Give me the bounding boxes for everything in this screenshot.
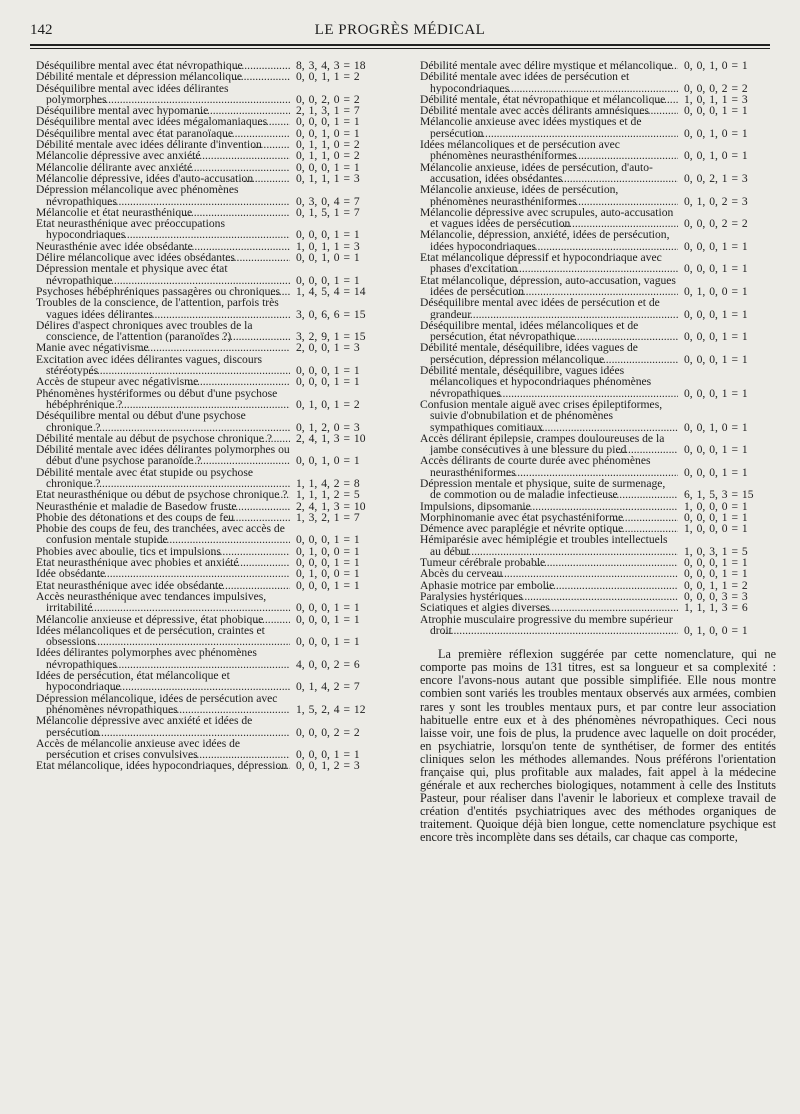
entry-label: Débilité mentale, déséquilibre, idées vagues de persécution, dépression mélancolique ..... — [420, 342, 678, 365]
table-row — [36, 647, 396, 670]
entry-label: Tumeur cérébrale probable ..... — [420, 557, 678, 568]
table-row — [36, 252, 396, 263]
table-row — [420, 365, 776, 399]
table-row — [36, 410, 396, 433]
entry-counts: 1, 0, 1, 1 = 3 — [684, 92, 748, 106]
entry-counts: 0, 0, 0, 1 = 1 — [296, 364, 360, 378]
table-row — [36, 489, 396, 500]
table-row — [420, 568, 776, 579]
left-column — [36, 60, 396, 772]
entry-label: Mélancolie dépressive, idées d'auto-accusation ..... — [36, 173, 290, 184]
entry-label: Mélancolie délirante avec anxiété ..... — [36, 162, 290, 173]
entry-label: Hémiparésie avec hémiplégie et troubles intellectuels au début ..... — [420, 534, 678, 557]
entry-label: Mélancolie anxieuse, idées de persécution, phénomènes neurasthéniformes ..... — [420, 184, 678, 207]
entry-counts: 0, 0, 1, 0 = 1 — [296, 454, 360, 468]
entry-counts: 0, 1, 5, 1 = 7 — [296, 205, 360, 219]
table-row — [420, 523, 776, 534]
entry-counts: 0, 1, 1, 0 = 2 — [296, 138, 360, 152]
table-row — [36, 150, 396, 161]
entry-counts: 0, 0, 0, 1 = 1 — [296, 273, 360, 287]
table-row — [36, 297, 396, 320]
table-row — [36, 512, 396, 523]
table-row — [420, 614, 776, 637]
table-row — [420, 602, 776, 613]
table-row — [420, 478, 776, 501]
entry-label: Mélancolie dépressive avec anxiété et idées de persécution ..... — [36, 715, 290, 738]
table-row — [36, 376, 396, 387]
entry-counts: 1, 1, 1, 3 = 6 — [684, 601, 748, 615]
table-row — [36, 354, 396, 377]
entry-counts: 0, 1, 1, 0 = 2 — [296, 149, 360, 163]
table-row — [420, 320, 776, 343]
entry-counts: 0, 0, 0, 1 = 1 — [296, 228, 360, 242]
body-paragraph: La première réflexion suggérée par cette nomenclature, qui ne comporte pas moins de 131 titres, est sa longueur et sa complexité : encore l'avons-nous autant que possible simplifiée. Elle nous montre combien sont variés les troubles mentaux observés aux armées, combien rares y sont les troubles mentaux purs, et par contre leur association habituelle entre eux et à des phénomènes névropathiques. Ceci nous laisse voir, une fois de plus, la prudence avec laquelle on doit procéder, en psychiatrie, lorsqu'on tente de synthétiser, de former des entités cliniques selon les méthodes allemandes. Nous préférons l'orientation française qui, plus profitable aux malades, fait appel à la médecine générale et aux recherches biologiques, notamment à celle des Instituts Pasteur, pour réaliser dans l'avenir le laborieux et complexe travail de création d'entités psychiatriques avec des méthodes organiques de traitement. Quoique déjà bien longue, cette nomenclature psychique est encore très incomplète dans ses détails, car chaque cas comporte, — [420, 647, 776, 845]
entry-counts: 0, 0, 0, 1 = 1 — [684, 330, 748, 344]
entry-counts: 1, 0, 0, 0 = 1 — [684, 522, 748, 536]
entry-label: Mélancolie anxieuse et dépressive, état phobique ..... — [36, 614, 290, 625]
entry-counts: 0, 0, 1, 0 = 1 — [296, 126, 360, 140]
entry-counts: 0, 0, 1, 0 = 1 — [684, 126, 748, 140]
entry-counts: 8, 3, 4, 3 = 18 — [296, 59, 366, 72]
entry-counts: 0, 0, 0, 1 = 1 — [296, 375, 360, 389]
table-row — [420, 60, 776, 71]
table-row — [36, 83, 396, 106]
entry-label: Dépression mentale et physique, suite de surmenage, de commotion ou de maladie infectieuse ..... — [420, 478, 678, 501]
table-row — [36, 320, 396, 343]
entry-counts: 0, 0, 0, 1 = 1 — [684, 386, 748, 400]
entry-label: Dépression mélancolique, idées de persécution avec phénomènes névropathiques ..... — [36, 693, 290, 716]
table-row — [36, 670, 396, 693]
entry-counts: 0, 0, 0, 1 = 1 — [684, 307, 748, 321]
entry-counts: 0, 3, 0, 4 = 7 — [296, 194, 360, 208]
entry-counts: 1, 1, 4, 2 = 8 — [296, 476, 360, 490]
entry-label: Mélancolie anxieuse, idées de persécution, d'auto-accusation, idées obsédantes ..... — [420, 162, 678, 185]
entry-counts: 0, 0, 0, 1 = 1 — [296, 748, 360, 762]
entry-label: Déséquilibre mental, idées mélancoliques et de persécution, état névropathique ..... — [420, 320, 678, 343]
page-number: 142 — [30, 22, 53, 38]
entry-counts: 2, 0, 0, 1 = 3 — [296, 341, 360, 355]
entry-counts: 3, 0, 6, 6 = 15 — [296, 307, 366, 321]
entry-label: Impulsions, dipsomanie ..... — [420, 501, 678, 512]
entry-counts: 1, 3, 2, 1 = 7 — [296, 510, 360, 524]
entry-counts: 0, 0, 0, 1 = 1 — [684, 352, 748, 366]
entry-label: Troubles de la conscience, de l'attention, parfois très vagues idées délirantes ..... — [36, 297, 290, 320]
table-row — [420, 229, 776, 252]
entry-label: Débilité mentale avec délire mystique et mélancolique ..... — [420, 60, 678, 71]
entry-label: Sciatiques et algies diverses ..... — [420, 602, 678, 613]
table-row — [36, 693, 396, 716]
entry-label: Débilité mentale avec idées délirantes polymorphes ou début d'une psychose paranoïde ? ..... — [36, 444, 290, 467]
entry-label: Dépression mentale et physique avec état névropathique ..... — [36, 263, 290, 286]
entry-label: Neurasthénie avec idée obsédante ..... — [36, 241, 290, 252]
entry-label: Etat neurasthénique avec idée obsédante ..... — [36, 580, 290, 591]
table-row — [36, 715, 396, 738]
entry-counts: 1, 0, 1, 1 = 3 — [296, 239, 360, 253]
table-row — [420, 534, 776, 557]
entry-label: Mélancolie et état neurasthénique ..... — [36, 207, 290, 218]
entry-counts: 0, 0, 1, 0 = 1 — [684, 149, 748, 163]
header-rule-thin — [30, 48, 770, 49]
entry-label: Aphasie motrice par embolie ..... — [420, 580, 678, 591]
entry-label: Idées mélancoliques et de persécution avec phénomènes neurasthéniformes ..... — [420, 139, 678, 162]
entry-counts: 0, 0, 1, 0 = 1 — [684, 59, 748, 72]
entry-counts: 6, 1, 5, 3 = 15 — [684, 488, 754, 502]
entry-label: Idées mélancoliques et de persécution, craintes et obsessions ..... — [36, 625, 290, 648]
table-row — [420, 399, 776, 433]
entry-counts: 1, 0, 0, 0 = 1 — [684, 499, 748, 513]
table-row — [420, 275, 776, 298]
entry-counts: 0, 0, 0, 1 = 1 — [684, 510, 748, 524]
entry-counts: 0, 1, 0, 0 = 1 — [684, 284, 748, 298]
entry-label: Déséquilibre mental avec état névropathique ..... — [36, 60, 290, 71]
table-row — [420, 455, 776, 478]
entry-label: Manie avec négativisme ..... — [36, 342, 290, 353]
table-row — [420, 252, 776, 275]
entry-counts: 1, 1, 1, 2 = 5 — [296, 488, 360, 502]
entry-counts: 0, 0, 1, 2 = 3 — [296, 759, 360, 773]
entry-label: Débilité mentale, déséquilibre, vagues idées mélancoliques et hypocondriaques phénomènes névropathiques ..... — [420, 365, 678, 399]
entry-label: Mélancolie anxieuse avec idées mystiques et de persécution ..... — [420, 116, 678, 139]
table-row — [36, 760, 396, 771]
table-row — [420, 297, 776, 320]
entry-counts: 0, 0, 0, 1 = 1 — [296, 533, 360, 547]
entry-label: Débilité mentale avec état stupide ou psychose chronique ? ..... — [36, 467, 290, 490]
entry-label: Délire mélancolique avec idées obsédantes ..... — [36, 252, 290, 263]
entry-counts: 0, 1, 1, 1 = 3 — [296, 171, 360, 185]
entry-label: Délires d'aspect chroniques avec troubles de la conscience, de l'attention (paranoïdes ?) ..... — [36, 320, 290, 343]
entry-label: Phobie des coups de feu, des tranchées, avec accès de confusion mentale stupide ..... — [36, 523, 290, 546]
entry-counts: 0, 1, 2, 0 = 3 — [296, 420, 360, 434]
entry-counts: 0, 0, 0, 1 = 1 — [684, 262, 748, 276]
table-row — [36, 286, 396, 297]
table-row — [420, 139, 776, 162]
entry-counts: 0, 0, 0, 2 = 2 — [296, 725, 360, 739]
table-row — [36, 625, 396, 648]
entry-counts: 0, 0, 1, 0 = 1 — [296, 251, 360, 265]
entry-label: Accès neurasthénique avec tendances impulsives, irritabilité ..... — [36, 591, 290, 614]
entry-counts: 0, 0, 0, 2 = 2 — [684, 217, 748, 231]
table-row — [36, 467, 396, 490]
entry-label: Confusion mentale aiguë avec crises épileptiformes, suivie d'obnubilation et de phénomènes sympathiques comitiaux ..... — [420, 399, 678, 433]
entry-counts: 0, 0, 0, 1 = 1 — [296, 556, 360, 570]
entry-label: Accès de stupeur avec négativisme ..... — [36, 376, 290, 387]
table-row — [36, 342, 396, 353]
entry-label: Etat mélancolique dépressif et hypocondriaque avec phases d'excitation ..... — [420, 252, 678, 275]
entry-label: Paralysies hystériques ..... — [420, 591, 678, 602]
right-column — [420, 60, 776, 857]
table-row — [420, 71, 776, 94]
entry-counts: 2, 1, 3, 1 = 7 — [296, 104, 360, 118]
table-row — [36, 591, 396, 614]
entry-label: Etat mélancolique, dépression, auto-accusation, vagues idées de persécution ..... — [420, 275, 678, 298]
entry-counts: 0, 0, 0, 1 = 1 — [296, 612, 360, 626]
table-row — [36, 173, 396, 184]
entry-label: Démence avec paraplégie et névrite optique ..... — [420, 523, 678, 534]
entry-counts: 0, 1, 4, 2 = 7 — [296, 680, 360, 694]
entry-counts: 0, 0, 0, 1 = 1 — [296, 578, 360, 592]
entry-label: Mélancolie dépressive avec anxiété ..... — [36, 150, 290, 161]
entry-label: Mélancolie dépressive avec scrupules, auto-accusation et vagues idées de persécution ..... — [420, 207, 678, 230]
entry-counts: 2, 4, 1, 3 = 10 — [296, 431, 366, 445]
entry-counts: 0, 0, 0, 1 = 1 — [684, 443, 748, 457]
entry-counts: 0, 1, 0, 0 = 1 — [684, 623, 748, 637]
entry-counts: 0, 1, 0, 0 = 1 — [296, 567, 360, 581]
entry-label: Excitation avec idées délirantes vagues, discours stéréotypés ..... — [36, 354, 290, 377]
entry-label: Déséquilibre mental ou début d'une psychose chronique ? ..... — [36, 410, 290, 433]
table-row — [36, 218, 396, 241]
table-row — [420, 162, 776, 185]
entry-label: Phobie des détonations et des coups de feu ..... — [36, 512, 290, 523]
entry-counts: 0, 0, 0, 1 = 1 — [296, 635, 360, 649]
entry-counts: 0, 0, 1, 1 = 2 — [684, 578, 748, 592]
entry-counts: 4, 0, 0, 2 = 6 — [296, 657, 360, 671]
entry-label: Abcès du cerveau ..... — [420, 568, 678, 579]
entry-counts: 0, 0, 0, 1 = 1 — [684, 104, 748, 118]
entry-label: Déséquilibre mental avec idées de persécution et de grandeur ..... — [420, 297, 678, 320]
table-row — [36, 263, 396, 286]
table-row — [36, 433, 396, 444]
table-row — [420, 433, 776, 456]
entry-label: Phénomènes hystériformes ou début d'une psychose hébéphrénique ? ..... — [36, 388, 290, 411]
table-row — [36, 388, 396, 411]
entry-label: Etat neurasthénique avec préoccupations hypocondriaques ..... — [36, 218, 290, 241]
entry-counts: 0, 1, 0, 1 = 2 — [296, 397, 360, 411]
entry-label: Déséquilibre mental avec état paranoïaque ..... — [36, 128, 290, 139]
entry-label: Idées de persécution, état mélancolique et hypocondriaque ..... — [36, 670, 290, 693]
table-row — [36, 614, 396, 625]
entry-counts: 3, 2, 9, 1 = 15 — [296, 330, 366, 344]
journal-title: LE PROGRÈS MÉDICAL — [314, 22, 486, 38]
header-rule — [30, 44, 770, 46]
entry-counts: 0, 0, 0, 1 = 1 — [296, 115, 360, 129]
entry-counts: 0, 0, 2, 0 = 2 — [296, 92, 360, 106]
entry-label: Déséquilibre mental avec hypomanie ..... — [36, 105, 290, 116]
entry-label: Accès délirants de courte durée avec phénomènes neurasthéniformes ..... — [420, 455, 678, 478]
table-row — [36, 580, 396, 591]
entry-counts: 0, 0, 0, 3 = 3 — [684, 589, 748, 603]
table-row — [420, 342, 776, 365]
entry-label: Déséquilibre mental avec idées mégalomaniaques ..... — [36, 116, 290, 127]
entry-counts: 1, 5, 2, 4 = 12 — [296, 702, 366, 716]
entry-label: Débilité mentale et dépression mélancolique ..... — [36, 71, 290, 82]
table-row — [36, 71, 396, 82]
entry-counts: 0, 0, 0, 1 = 1 — [684, 567, 748, 581]
entry-label: Phobies avec aboulie, tics et impulsions ..... — [36, 546, 290, 557]
entry-counts: 0, 1, 0, 2 = 3 — [684, 194, 748, 208]
entry-label: Dépression mélancolique avec phénomènes névropathiques ..... — [36, 184, 290, 207]
entry-counts: 1, 0, 3, 1 = 5 — [684, 544, 748, 558]
entry-label: Débilité mentale avec accès délirants amnésiques ..... — [420, 105, 678, 116]
table-row — [36, 568, 396, 579]
right-entries — [420, 60, 776, 636]
entry-label: Etat neurasthénique ou début de psychose chronique ? ..... — [36, 489, 290, 500]
entry-label: Accès délirant épilepsie, crampes douloureuses de la jambe consécutives à une blessure du pied ..... — [420, 433, 678, 456]
entry-label: Atrophie musculaire progressive du membre supérieur droit ..... — [420, 614, 678, 637]
entry-counts: 0, 0, 0, 2 = 2 — [684, 81, 748, 95]
entry-label: Etat mélancolique, idées hypocondriaques, dépression ..... — [36, 760, 290, 771]
entry-label: Déséquilibre mental avec idées délirantes polymorphes ..... — [36, 83, 290, 106]
entry-label: Débilité mentale avec idées de persécution et hypocondriaques ..... — [420, 71, 678, 94]
entry-label: Débilité mentale, état névropathique et mélancolique ..... — [420, 94, 678, 105]
entry-label: Débilité mentale avec idées délirante d'invention ..... — [36, 139, 290, 150]
entry-label: Idées délirantes polymorphes avec phénomènes névropathiques ..... — [36, 647, 290, 670]
entry-label: Idée obsédante ..... — [36, 568, 290, 579]
entry-counts: 0, 0, 0, 1 = 1 — [296, 601, 360, 615]
table-row — [420, 184, 776, 207]
entry-counts: 0, 0, 0, 1 = 1 — [684, 465, 748, 479]
entry-counts: 0, 0, 2, 1 = 3 — [684, 171, 748, 185]
entry-counts: 0, 0, 1, 0 = 1 — [684, 420, 748, 434]
entry-label: Neurasthénie et maladie de Basedow fruste ..... — [36, 501, 290, 512]
entry-counts: 0, 1, 0, 0 = 1 — [296, 544, 360, 558]
entry-counts: 0, 0, 0, 1 = 1 — [684, 239, 748, 253]
entry-label: Accès de mélancolie anxieuse avec idées de persécution et crises convulsives ..... — [36, 738, 290, 761]
table-row — [420, 105, 776, 116]
entry-label: Psychoses hébéphréniques passagères ou chroniques ..... — [36, 286, 290, 297]
entry-counts: 1, 4, 5, 4 = 14 — [296, 284, 366, 298]
table-row — [420, 116, 776, 139]
entry-label: Morphinomanie avec état psychasténiforme ..... — [420, 512, 678, 523]
entry-counts: 0, 0, 1, 1 = 2 — [296, 70, 360, 84]
page-header — [30, 22, 770, 44]
entry-counts: 0, 0, 0, 1 = 1 — [684, 556, 748, 570]
entry-counts: 0, 0, 0, 1 = 1 — [296, 160, 360, 174]
entry-label: Débilité mentale au début de psychose chronique ? ..... — [36, 433, 290, 444]
entry-label: Mélancolie, dépression, anxiété, idées de persécution, idées hypocondriaques ..... — [420, 229, 678, 252]
entry-counts: 2, 4, 1, 3 = 10 — [296, 499, 366, 513]
table-row — [36, 444, 396, 467]
table-row — [36, 523, 396, 546]
table-row — [420, 207, 776, 230]
table-row — [36, 184, 396, 207]
entry-label: Etat neurasthénique avec phobies et anxiété ..... — [36, 557, 290, 568]
table-row — [36, 738, 396, 761]
table-row — [36, 207, 396, 218]
